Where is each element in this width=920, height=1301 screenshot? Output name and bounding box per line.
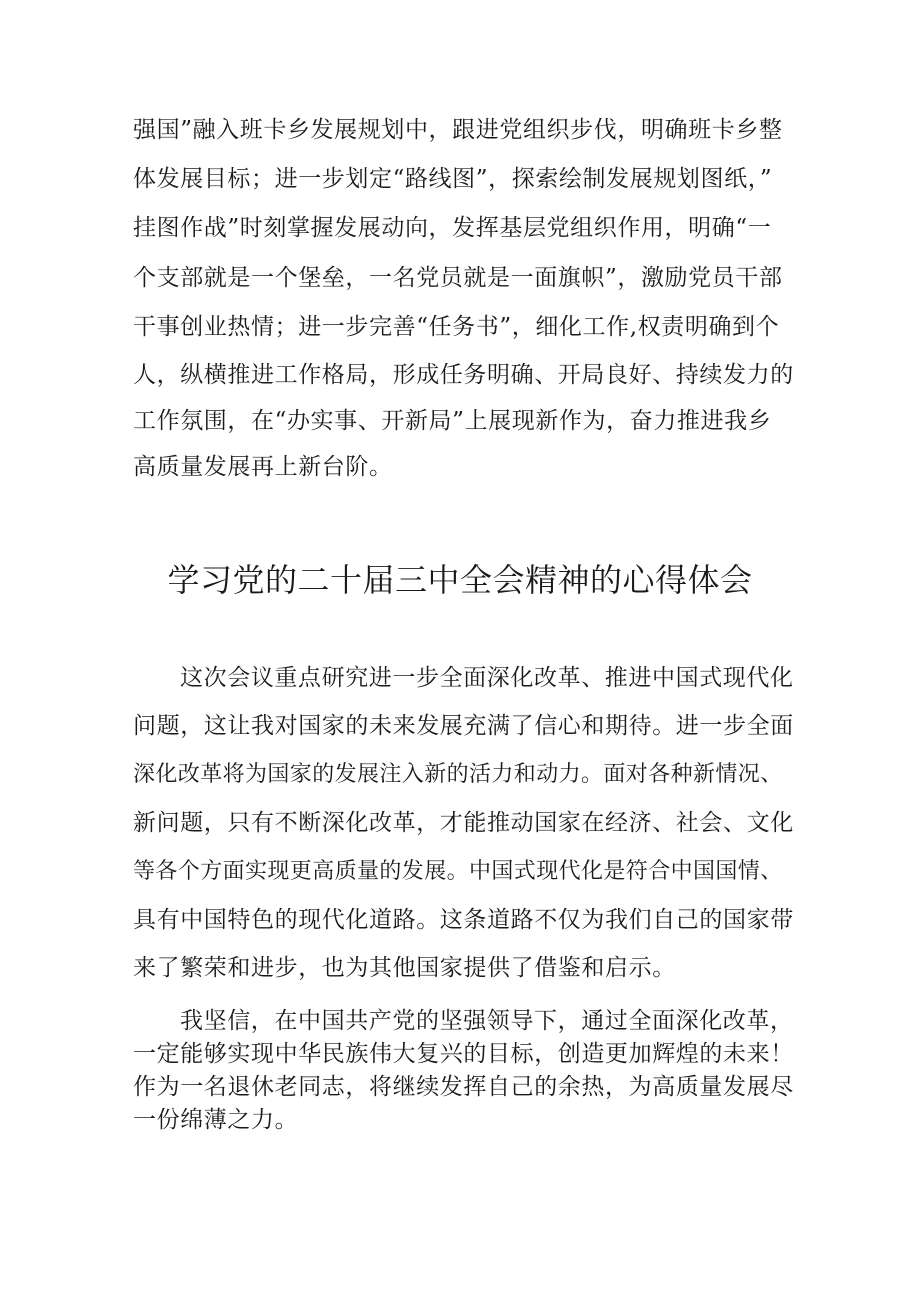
text-line: 人，纵横推进工作格局，形成任务明确、开局良好、持续发力的 bbox=[133, 362, 794, 388]
text-line: 工作氛围，在“办实事、开新局”上展现新作为，奋力推进我乡 bbox=[133, 408, 772, 434]
text-line: 强国”融入班卡乡发展规划中，跟进党组织步伐，明确班卡乡整 bbox=[133, 117, 783, 143]
text-line: 来了繁荣和进步，也为其他国家提供了借鉴和启示。 bbox=[133, 955, 676, 981]
text-line: 一份绵薄之力。 bbox=[133, 1107, 299, 1133]
article-title: 学习党的二十届三中全会精神的心得体会 bbox=[167, 561, 753, 599]
text-line: 作为一名退休老同志，将继续发挥自己的余热，为高质量发展尽 bbox=[133, 1074, 794, 1100]
text-line: 一定能够实现中华民族伟大复兴的目标，创造更加辉煌的未来！ bbox=[133, 1041, 794, 1067]
text-line: 个支部就是一个堡垒，一名党员就是一面旗帜”，激励党员干部 bbox=[133, 265, 783, 291]
text-line: 干事创业热情；进一步完善“任务书”，细化工作,权责明确到个 bbox=[133, 314, 780, 340]
text-line: 新问题，只有不断深化改革，才能推动国家在经济、社会、文化 bbox=[133, 810, 794, 836]
text-line: 挂图作战”时刻掌握发展动向，发挥基层党组织作用，明确“一 bbox=[133, 215, 772, 241]
text-line: 体发展目标；进一步划定“路线图”，探索绘制发展规划图纸，” bbox=[133, 166, 773, 192]
text-line: 我坚信，在中国共产党的坚强领导下，通过全面深化改革， bbox=[180, 1008, 794, 1034]
text-line: 深化改革将为国家的发展注入新的活力和动力。面对各种新情况、 bbox=[133, 762, 783, 787]
text-line: 这次会议重点研究进一步全面深化改革、推进中国式现代化 bbox=[180, 665, 794, 691]
text-line: 高质量发展再上新台阶。 bbox=[133, 454, 393, 480]
text-line: 问题，这让我对国家的未来发展充满了信心和期待。进一步全面 bbox=[133, 713, 794, 739]
text-line: 等各个方面实现更高质量的发展。中国式现代化是符合中国国情、 bbox=[133, 859, 783, 884]
text-line: 具有中国特色的现代化道路。这条道路不仅为我们自己的国家带 bbox=[133, 907, 794, 933]
